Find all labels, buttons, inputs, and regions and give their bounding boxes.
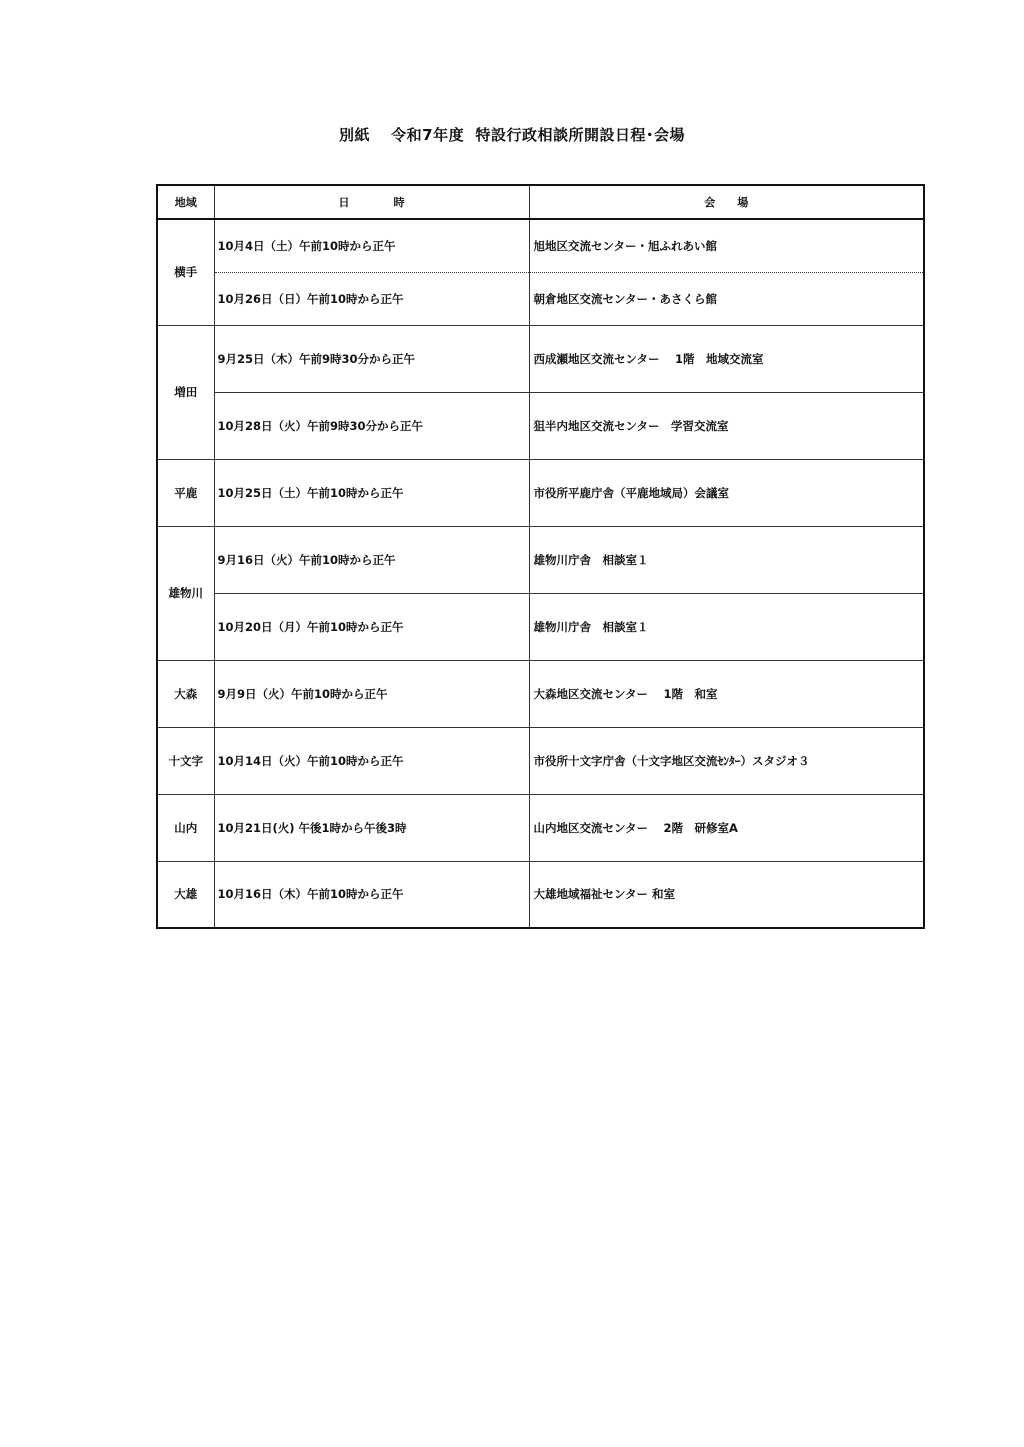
table-row <box>157 459 924 526</box>
venue-cell: 大森地区交流センター 1階 和室 <box>529 660 924 727</box>
page-title: 別紙 令和7年度 特設行政相談所開設日程･会場 <box>338 126 686 144</box>
venue-cell: 雄物川庁舎 相談室１ <box>529 526 924 593</box>
region-cell: 十文字 <box>157 727 214 794</box>
venue-cell: 大雄地域福祉センター 和室 <box>529 861 924 928</box>
table-header-row <box>157 185 924 219</box>
table-row <box>157 526 924 593</box>
venue-cell: 西成瀬地区交流センター 1階 地域交流室 <box>529 325 924 392</box>
schedule-table <box>156 184 925 929</box>
region-cell: 大雄 <box>157 861 214 928</box>
venue-cell: 旭地区交流センター・旭ふれあい館 <box>529 219 924 272</box>
region-cell: 平鹿 <box>157 459 214 526</box>
table-row <box>157 593 924 660</box>
datetime-cell: 9月9日（火）午前10時から正午 <box>214 660 529 727</box>
venue-cell: 狙半内地区交流センター 学習交流室 <box>529 392 924 459</box>
venue-cell: 雄物川庁舎 相談室１ <box>529 593 924 660</box>
table-row <box>157 272 924 325</box>
table-row <box>157 861 924 928</box>
datetime-cell: 10月25日（土）午前10時から正午 <box>214 459 529 526</box>
table-row <box>157 660 924 727</box>
region-cell: 大森 <box>157 660 214 727</box>
datetime-cell: 10月14日（火）午前10時から正午 <box>214 727 529 794</box>
datetime-cell: 10月26日（日）午前10時から正午 <box>214 272 529 325</box>
datetime-cell: 10月21日(火) 午後1時から午後3時 <box>214 794 529 861</box>
table-row <box>157 325 924 392</box>
table-row <box>157 727 924 794</box>
region-cell: 山内 <box>157 794 214 861</box>
table-row <box>157 219 924 272</box>
datetime-cell: 9月25日（木）午前9時30分から正午 <box>214 325 529 392</box>
region-cell: 増田 <box>157 325 214 459</box>
venue-cell: 市役所十文字庁舎（十文字地区交流ｾﾝﾀｰ）スタジオ３ <box>529 727 924 794</box>
datetime-cell: 10月4日（土）午前10時から正午 <box>214 219 529 272</box>
table-row <box>157 794 924 861</box>
datetime-cell: 10月16日（木）午前10時から正午 <box>214 861 529 928</box>
datetime-cell: 9月16日（火）午前10時から正午 <box>214 526 529 593</box>
header-region: 地域 <box>157 185 214 219</box>
region-cell: 雄物川 <box>157 526 214 660</box>
datetime-cell: 10月28日（火）午前9時30分から正午 <box>214 392 529 459</box>
venue-cell: 山内地区交流センター 2階 研修室A <box>529 794 924 861</box>
header-datetime: 日 時 <box>214 185 529 219</box>
datetime-cell: 10月20日（月）午前10時から正午 <box>214 593 529 660</box>
header-venue: 会 場 <box>529 185 924 219</box>
venue-cell: 朝倉地区交流センター・あさくら館 <box>529 272 924 325</box>
region-cell: 横手 <box>157 219 214 325</box>
venue-cell: 市役所平鹿庁舎（平鹿地域局）会議室 <box>529 459 924 526</box>
table-row <box>157 392 924 459</box>
